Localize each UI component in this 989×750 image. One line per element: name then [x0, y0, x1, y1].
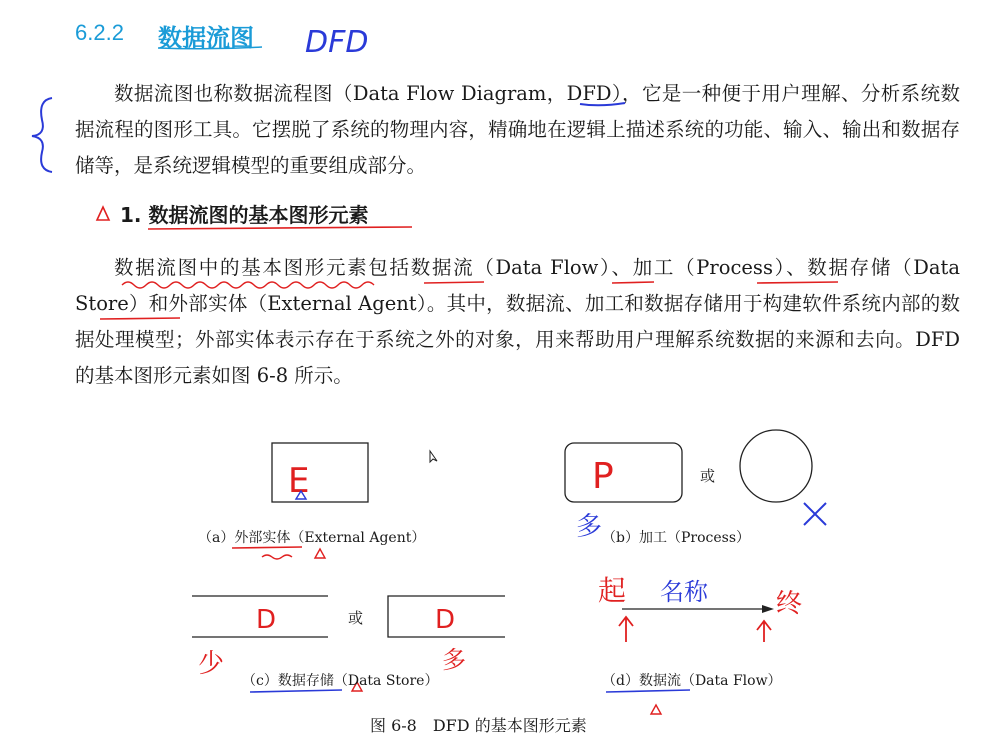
external-underline [100, 318, 180, 319]
external-entity-box [272, 443, 368, 502]
handwritten-few: 少 [198, 649, 225, 679]
caption-a-wavy [262, 555, 292, 559]
mouse-cursor-icon [430, 451, 437, 462]
caption-c: （c）数据存储（Data Store） [242, 673, 439, 689]
dataflow-arrow-head [762, 605, 774, 613]
handwritten-dfd: DFD [305, 25, 369, 60]
handwritten-e: E [288, 461, 310, 501]
subsection-heading: 1. 数据流图的基本图形元素 [120, 203, 369, 227]
caption-d: （d）数据流（Data Flow） [602, 673, 782, 689]
heading-underline [148, 227, 412, 229]
process-circle [740, 430, 812, 502]
cross-mark [804, 503, 826, 525]
caption-a-underline [232, 547, 302, 548]
handwritten-many-b: 多 [576, 512, 603, 542]
handwritten-name: 名称 [660, 578, 708, 606]
figure-caption: 图 6-8 DFD 的基本图形元素 [370, 716, 587, 735]
handwritten-d-left: D [256, 605, 277, 635]
handwritten-start: 起 [598, 574, 627, 607]
or-label-c: 或 [348, 609, 364, 627]
title-underline [158, 47, 262, 49]
paragraph-intro: 数据流图也称数据流程图（Data Flow Diagram，DFD），它是一种便于用户理解、分析系统数据流程的图形工具。它摆脱了系统的物理内容，精确地在逻辑上描述系统的功能、输入、输出和数据存储等，是系统逻辑模型的重要组成部分。 [75, 82, 960, 177]
process-underline [612, 282, 654, 283]
curly-brace-mark [32, 98, 52, 172]
or-label-b: 或 [700, 467, 716, 485]
handwritten-d-right: D [435, 605, 456, 635]
dataflow-underline [424, 282, 484, 283]
end-up-arrow [757, 621, 771, 642]
caption-d-underline [606, 690, 690, 692]
handwritten-many-c: 多 [442, 646, 466, 674]
handwritten-end: 终 [776, 589, 803, 619]
datastore-underline [757, 282, 838, 283]
caption-b: （b）加工（Process） [602, 530, 750, 546]
caption-d-triangle-mark [651, 705, 661, 714]
paragraph-elements: 数据流图中的基本图形元素包括数据流（Data Flow）、加工（Process）、数据存储（Data Store）和外部实体（External Agent）。其中，数据流、加工和数据存储用于构建软件系统内部的数据处理模型；外部实体表示存在于系统之外的对象，用来帮助用户理解系统数据的来源和去向。DFD 的基本图形元素如图 6-8 所示。 [75, 256, 960, 387]
caption-c-underline [250, 690, 342, 692]
caption-a-triangle-mark [315, 549, 325, 558]
heading-triangle-mark [97, 207, 109, 220]
start-up-arrow [619, 617, 633, 642]
dfd-underline [580, 103, 625, 105]
process-box [565, 443, 682, 502]
caption-a: （a）外部实体（External Agent） [198, 530, 426, 546]
section-number: 6.2.2 [75, 20, 124, 45]
section-title: 数据流图 [158, 24, 254, 52]
handwritten-p: P [592, 456, 614, 497]
elements-wavy-underline [122, 282, 374, 288]
